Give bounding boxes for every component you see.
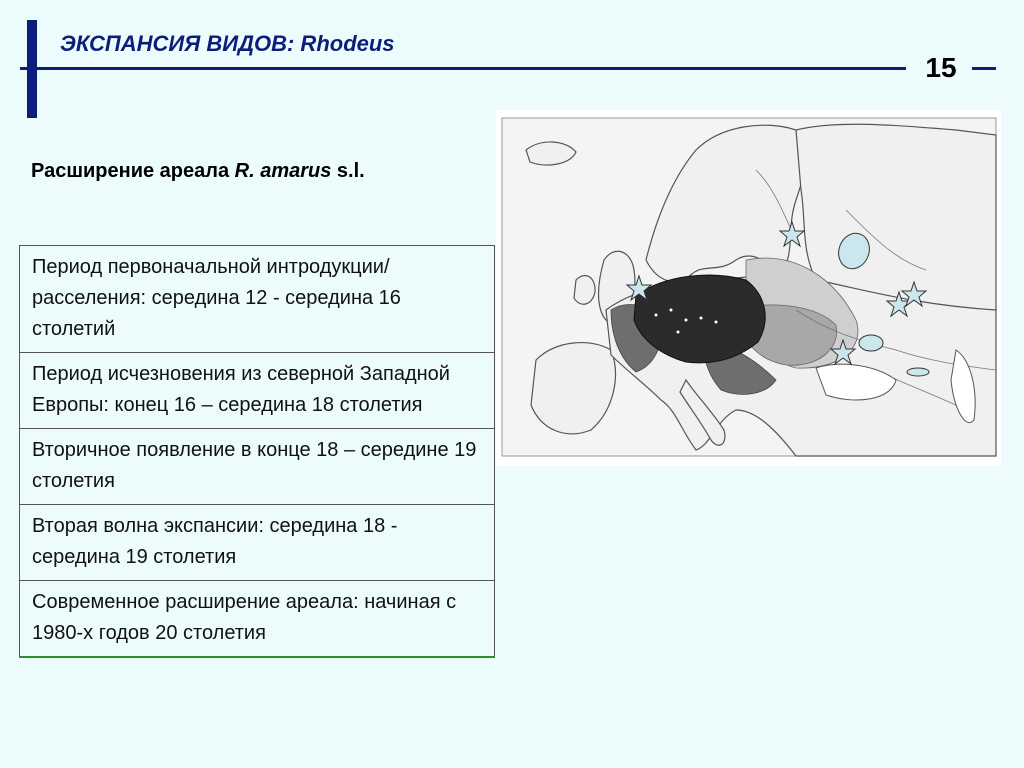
heading-prefix: Расширение ареала	[31, 160, 235, 182]
table-row: Период исчезновения из северной Западной Европы: конец 16 – середина 18 столетия	[19, 353, 495, 429]
periods-table	[19, 245, 495, 658]
heading-species: R. amarus	[234, 160, 332, 182]
slide-title: ЭКСПАНСИЯ ВИДОВ: Rhodeus	[60, 31, 395, 56]
page-number: 15	[925, 52, 957, 83]
section-heading	[31, 160, 365, 183]
europe-map-svg	[496, 110, 1001, 466]
header-rule	[20, 67, 906, 70]
range-map	[496, 110, 1001, 466]
heading-suffix: s.l.	[331, 160, 365, 182]
table-row: Вторичное появление в конце 18 – середине 19 столетия	[19, 429, 495, 505]
header-rule-right	[972, 67, 996, 70]
table-row: Современное расширение ареала: начиная с 1980-х годов 20 столетия	[19, 581, 495, 656]
table-row: Период первоначальной интродукции/расселения: середина 12 - середина 16 столетий	[19, 246, 495, 353]
table-row: Вторая волна экспансии: середина 18 - середина 19 столетия	[19, 505, 495, 581]
